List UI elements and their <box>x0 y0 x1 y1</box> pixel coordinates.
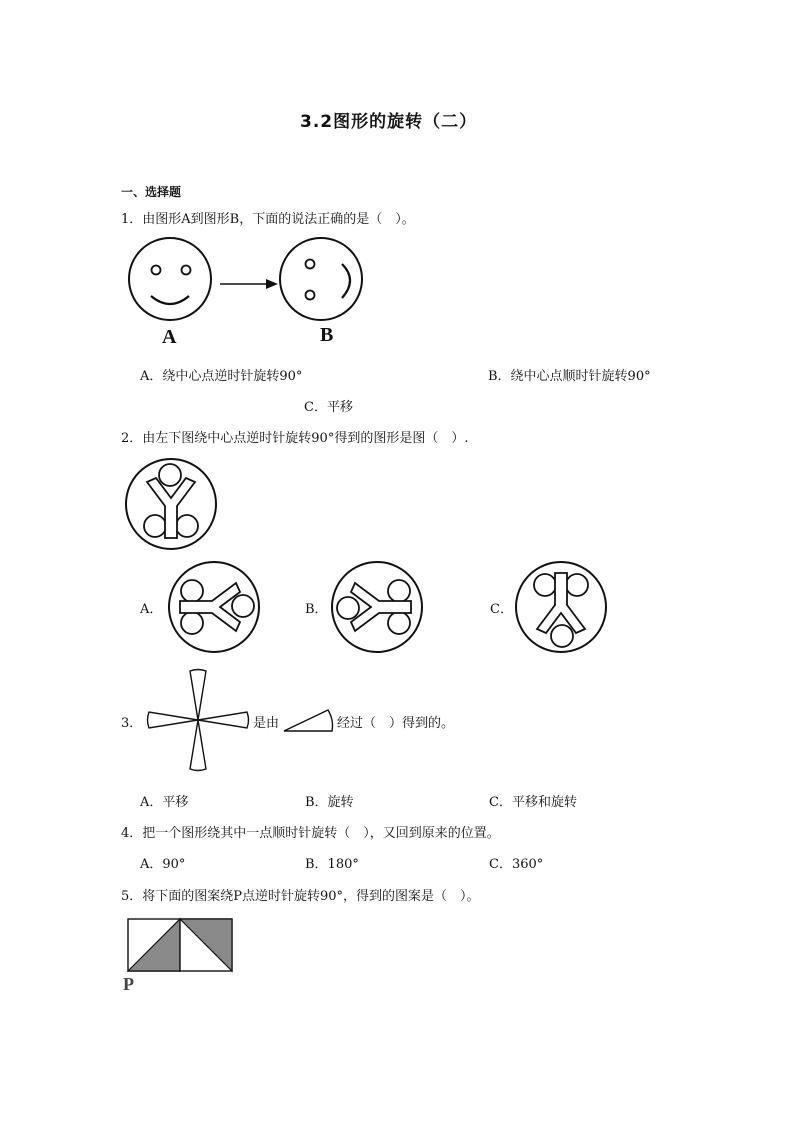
q2-stem: 2．由左下图绕中心点逆时针旋转90°得到的图形是图（ ）. <box>121 431 469 446</box>
q1-option-c[interactable]: C．平移 <box>304 400 353 415</box>
q1-option-a[interactable]: A．绕中心点逆时针旋转90° <box>140 369 303 384</box>
figure-label-b: B <box>320 324 334 346</box>
q3-pinwheel-figure <box>145 667 251 773</box>
q4-option-a[interactable]: A．90° <box>140 857 186 872</box>
figure-label-a: A <box>162 326 177 348</box>
q3-tail-text: 经过（ ）得到的。 <box>337 716 455 731</box>
q3-option-c[interactable]: C．平移和旋转 <box>489 795 577 810</box>
q3-sector-figure <box>282 704 336 734</box>
q1-figure <box>118 232 378 352</box>
q3-option-b[interactable]: B．旋转 <box>305 795 354 810</box>
page-title: 3.2图形的旋转（二） <box>300 112 478 132</box>
point-p-label: P <box>123 974 134 994</box>
q5-stem: 5．将下面的图案绕P点逆时针旋转90°，得到的图案是（ ）。 <box>121 889 480 904</box>
q3-mid-text: 是由 <box>253 716 280 731</box>
q2-option-a[interactable]: A． <box>140 602 163 617</box>
q4-option-c[interactable]: C．360° <box>489 857 544 872</box>
q2-option-c-figure[interactable] <box>513 559 609 655</box>
section-heading: 一、选择题 <box>121 185 182 199</box>
q2-option-b[interactable]: B． <box>305 602 328 617</box>
q4-option-b[interactable]: B．180° <box>305 857 359 872</box>
q3-number: 3． <box>121 716 143 731</box>
q4-stem: 4．把一个图形绕其中一点顺时针旋转（ ），又回到原来的位置。 <box>121 826 500 841</box>
q2-option-b-figure[interactable] <box>329 559 425 655</box>
arrow-right-icon <box>220 279 278 289</box>
q2-option-a-figure[interactable] <box>166 559 262 655</box>
q2-original-figure <box>123 456 219 552</box>
q1-stem: 1．由图形A到图形B，下面的说法正确的是（ ）。 <box>121 212 415 227</box>
q2-option-c[interactable]: C． <box>490 602 513 617</box>
q3-option-a[interactable]: A．平移 <box>140 795 189 810</box>
q1-option-b[interactable]: B．绕中心点顺时针旋转90° <box>488 369 651 384</box>
smiley-face-a <box>129 238 211 320</box>
q5-triangle-pattern <box>127 918 235 974</box>
smiley-face-b <box>280 238 362 320</box>
